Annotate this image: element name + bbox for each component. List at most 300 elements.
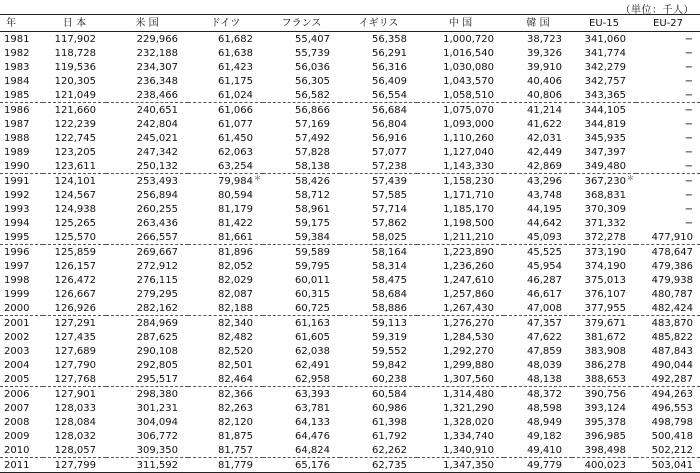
- eu27-cell: [636, 216, 700, 230]
- eu15-cell: [572, 202, 636, 216]
- table-row: [0, 287, 700, 301]
- value: 341,774: [584, 47, 626, 59]
- year-cell: 1982: [4, 47, 30, 59]
- eu15-cell: [572, 46, 636, 60]
- value: 1,307,560: [443, 373, 494, 385]
- uk-cell: [340, 372, 417, 387]
- china-cell: [417, 287, 504, 301]
- uk-cell: [340, 301, 417, 316]
- value: 56,358: [372, 33, 407, 45]
- value: 56,866: [295, 104, 330, 116]
- korea-cell: [504, 32, 572, 47]
- korea-cell: [504, 387, 572, 402]
- value: 1,257,860: [443, 288, 494, 300]
- value: 49,182: [527, 430, 562, 442]
- china-cell: [417, 387, 504, 402]
- value: 127,291: [54, 317, 96, 329]
- value: 1,198,500: [443, 217, 494, 229]
- france-cell: [263, 429, 340, 443]
- france-cell: [263, 88, 340, 103]
- year-cell: 2000: [0, 301, 43, 316]
- value: 60,315: [295, 288, 330, 300]
- usa-cell: [106, 387, 188, 402]
- value: 127,799: [54, 459, 96, 471]
- table-row: [0, 202, 700, 216]
- eu27-cell: [636, 245, 700, 260]
- value: 62,262: [372, 444, 407, 456]
- value: 48,372: [527, 388, 562, 400]
- value: 1,158,230: [443, 175, 494, 187]
- value: −: [684, 132, 693, 144]
- value: 82,263: [218, 402, 253, 414]
- value: −: [684, 33, 693, 45]
- year-cell: 2007: [4, 402, 30, 414]
- germany-cell: [188, 245, 263, 260]
- uk-cell: [340, 415, 417, 429]
- japan-cell: [43, 259, 106, 273]
- value: 61,638: [218, 47, 253, 59]
- japan-cell: [43, 202, 106, 216]
- table-row: [0, 216, 700, 230]
- japan-cell: [43, 88, 106, 103]
- value: 124,567: [54, 189, 96, 201]
- value: 256,894: [136, 189, 178, 201]
- eu15-cell: [572, 401, 636, 415]
- japan-cell: [43, 273, 106, 287]
- col-japan-header: 日 本: [43, 15, 106, 32]
- col-year-header: 年: [0, 15, 43, 32]
- table-row: [0, 330, 700, 344]
- japan-cell: [43, 131, 106, 145]
- value: 503,041: [651, 459, 693, 471]
- china-cell: [417, 301, 504, 316]
- value: 1,276,270: [443, 317, 494, 329]
- value: 379,671: [584, 317, 626, 329]
- eu15-cell: [572, 458, 636, 473]
- eu15-cell: [572, 372, 636, 387]
- china-cell: [417, 159, 504, 174]
- eu27-cell: [636, 372, 700, 387]
- eu15-cell: [572, 301, 636, 316]
- germany-cell: [188, 230, 263, 245]
- china-cell: [417, 202, 504, 216]
- japan-cell: [43, 301, 106, 316]
- germany-cell: [188, 415, 263, 429]
- value: 343,365: [584, 89, 626, 101]
- year-cell: 2006: [4, 388, 30, 400]
- value: 48,039: [527, 359, 562, 371]
- germany-cell: [188, 60, 263, 74]
- uk-cell: [340, 117, 417, 131]
- table-row: [0, 159, 700, 174]
- eu15-cell: [572, 60, 636, 74]
- value: 55,739: [295, 47, 330, 59]
- value: 398,498: [584, 444, 626, 456]
- france-cell: [263, 301, 340, 316]
- korea-cell: [504, 46, 572, 60]
- value: 47,859: [527, 345, 562, 357]
- china-cell: [417, 415, 504, 429]
- value: 63,781: [295, 402, 330, 414]
- value: 39,910: [527, 61, 562, 73]
- value: 482,424: [651, 302, 693, 314]
- china-cell: [417, 88, 504, 103]
- year-cell: 2011: [0, 458, 43, 473]
- france-cell: [263, 458, 340, 473]
- japan-cell: [43, 330, 106, 344]
- value: 309,350: [136, 444, 178, 456]
- value: 377,955: [584, 302, 626, 314]
- value: 119,536: [54, 61, 96, 73]
- footnote-mark: ＊: [254, 174, 261, 182]
- uk-cell: [340, 103, 417, 118]
- value: 121,049: [54, 89, 96, 101]
- germany-cell: [188, 74, 263, 88]
- eu27-cell: [636, 145, 700, 159]
- value: 1,247,610: [443, 274, 494, 286]
- eu27-cell: [636, 401, 700, 415]
- eu27-cell: [636, 32, 700, 47]
- china-cell: [417, 117, 504, 131]
- korea-cell: [504, 60, 572, 74]
- value: 263,436: [136, 217, 178, 229]
- france-cell: [263, 159, 340, 174]
- value: 60,238: [372, 373, 407, 385]
- value: 122,239: [54, 118, 96, 130]
- value: 1,314,480: [443, 388, 494, 400]
- table-row: [0, 245, 700, 260]
- value: 81,757: [218, 444, 253, 456]
- value: 61,175: [218, 75, 253, 87]
- eu15-cell: [572, 230, 636, 245]
- footnote-mark: ＊: [627, 174, 634, 182]
- korea-cell: [504, 216, 572, 230]
- value: 269,667: [136, 246, 178, 258]
- usa-cell: [106, 316, 188, 331]
- value: 260,255: [136, 203, 178, 215]
- uk-cell: [340, 458, 417, 473]
- france-cell: [263, 188, 340, 202]
- col-eu27-header: EU-27: [636, 15, 700, 32]
- germany-cell: [188, 103, 263, 118]
- germany-cell: [188, 301, 263, 316]
- china-cell: [417, 245, 504, 260]
- value: 480,787: [651, 288, 693, 300]
- value: 240,651: [136, 104, 178, 116]
- value: 485,822: [651, 331, 693, 343]
- korea-cell: [504, 316, 572, 331]
- korea-cell: [504, 301, 572, 316]
- value: 128,033: [54, 402, 96, 414]
- value: 342,279: [584, 61, 626, 73]
- value: 345,935: [584, 132, 626, 144]
- value: 82,029: [218, 274, 253, 286]
- uk-cell: [340, 316, 417, 331]
- value: 400,023: [584, 459, 626, 471]
- value: 47,622: [527, 331, 562, 343]
- uk-cell: [340, 188, 417, 202]
- value: 127,901: [54, 388, 96, 400]
- korea-cell: [504, 74, 572, 88]
- japan-cell: [43, 429, 106, 443]
- uk-cell: [340, 174, 417, 189]
- value: 45,525: [527, 246, 562, 258]
- china-cell: [417, 458, 504, 473]
- value: 381,672: [584, 331, 626, 343]
- value: −: [684, 189, 693, 201]
- value: 57,492: [295, 132, 330, 144]
- china-cell: [417, 60, 504, 74]
- value: 57,169: [295, 118, 330, 130]
- germany-cell: [188, 46, 263, 60]
- eu15-cell: [572, 103, 636, 118]
- value: 57,828: [295, 146, 330, 158]
- value: 60,011: [295, 274, 330, 286]
- value: 82,087: [218, 288, 253, 300]
- value: 344,105: [584, 104, 626, 116]
- value: 62,063: [218, 146, 253, 158]
- japan-cell: [43, 117, 106, 131]
- france-cell: [263, 174, 340, 189]
- value: 58,886: [372, 302, 407, 314]
- value: 41,622: [527, 118, 562, 130]
- usa-cell: [106, 103, 188, 118]
- uk-cell: [340, 60, 417, 74]
- france-cell: [263, 372, 340, 387]
- value: 128,084: [54, 416, 96, 428]
- value: 57,439: [372, 175, 407, 187]
- value: 58,314: [372, 260, 407, 272]
- usa-cell: [106, 301, 188, 316]
- china-cell: [417, 103, 504, 118]
- value: 388,653: [584, 373, 626, 385]
- col-eu15-header: EU-15: [572, 15, 636, 32]
- year-cell: 2001: [4, 317, 30, 329]
- value: 395,378: [584, 416, 626, 428]
- value: 128,057: [54, 444, 96, 456]
- value: 46,287: [527, 274, 562, 286]
- uk-cell: [340, 245, 417, 260]
- year-cell: 2005: [0, 372, 43, 387]
- eu15-cell: [572, 273, 636, 287]
- value: 279,295: [136, 288, 178, 300]
- header-row: [0, 15, 700, 32]
- value: 1,043,570: [443, 75, 494, 87]
- value: 56,804: [372, 118, 407, 130]
- uk-cell: [340, 131, 417, 145]
- eu27-cell: [636, 188, 700, 202]
- value: 123,205: [54, 146, 96, 158]
- japan-cell: [43, 145, 106, 159]
- france-cell: [263, 287, 340, 301]
- value: 56,554: [372, 89, 407, 101]
- value: 1,075,070: [443, 104, 494, 116]
- table-row: [0, 145, 700, 159]
- value: 124,101: [54, 175, 96, 187]
- uk-cell: [340, 429, 417, 443]
- usa-cell: [106, 74, 188, 88]
- eu15-cell: [572, 131, 636, 145]
- value: 238,466: [136, 89, 178, 101]
- france-cell: [263, 387, 340, 402]
- france-cell: [263, 145, 340, 159]
- value: 126,667: [54, 288, 96, 300]
- china-cell: [417, 344, 504, 358]
- value: 229,966: [136, 33, 178, 45]
- year-cell: 1999: [4, 288, 30, 300]
- value: 1,299,880: [443, 359, 494, 371]
- value: 304,094: [136, 416, 178, 428]
- table-row: [0, 46, 700, 60]
- korea-cell: [504, 259, 572, 273]
- france-cell: [263, 103, 340, 118]
- japan-cell: [43, 60, 106, 74]
- value: 127,790: [54, 359, 96, 371]
- value: 1,110,260: [443, 132, 494, 144]
- china-cell: [417, 74, 504, 88]
- value: 56,036: [295, 61, 330, 73]
- eu27-cell: [636, 88, 700, 103]
- col-uk-header: イギリス: [340, 15, 417, 32]
- japan-cell: [43, 316, 106, 331]
- table-row: [0, 60, 700, 74]
- value: 298,380: [136, 388, 178, 400]
- uk-cell: [340, 330, 417, 344]
- table-row: [0, 174, 700, 189]
- eu15-cell: [572, 316, 636, 331]
- value: 56,684: [372, 104, 407, 116]
- germany-cell: [188, 316, 263, 331]
- eu27-cell: [636, 230, 700, 245]
- year-cell: 2003: [4, 345, 30, 357]
- value: 40,806: [527, 89, 562, 101]
- value: −: [684, 175, 693, 187]
- eu27-cell: [636, 301, 700, 316]
- china-cell: [417, 174, 504, 189]
- value: 58,712: [295, 189, 330, 201]
- year-cell: 1998: [4, 274, 30, 286]
- value: 295,517: [136, 373, 178, 385]
- table-row: [0, 259, 700, 273]
- germany-cell: [188, 32, 263, 47]
- value: −: [684, 146, 693, 158]
- germany-cell: [188, 117, 263, 131]
- korea-cell: [504, 401, 572, 415]
- germany-cell: [188, 174, 263, 189]
- value: −: [684, 160, 693, 172]
- eu27-cell: [636, 287, 700, 301]
- korea-cell: [504, 103, 572, 118]
- value: 284,969: [136, 317, 178, 329]
- usa-cell: [106, 443, 188, 458]
- value: 393,124: [584, 402, 626, 414]
- value: 81,179: [218, 203, 253, 215]
- japan-cell: [43, 245, 106, 260]
- china-cell: [417, 358, 504, 372]
- value: 60,725: [295, 302, 330, 314]
- eu27-cell: [636, 344, 700, 358]
- japan-cell: [43, 458, 106, 473]
- eu15-cell: [572, 259, 636, 273]
- japan-cell: [43, 387, 106, 402]
- value: 57,714: [372, 203, 407, 215]
- year-cell: 1983: [4, 61, 30, 73]
- usa-cell: [106, 230, 188, 245]
- year-cell: 1984: [4, 75, 30, 87]
- germany-cell: [188, 88, 263, 103]
- japan-cell: [43, 46, 106, 60]
- japan-cell: [43, 230, 106, 245]
- uk-cell: [340, 74, 417, 88]
- value: 62,958: [295, 373, 330, 385]
- france-cell: [263, 74, 340, 88]
- eu15-cell: [572, 117, 636, 131]
- germany-cell: [188, 188, 263, 202]
- value: 126,472: [54, 274, 96, 286]
- table-row: [0, 358, 700, 372]
- value: 58,138: [295, 160, 330, 172]
- value: 1,058,510: [443, 89, 494, 101]
- korea-cell: [504, 117, 572, 131]
- value: 82,520: [218, 345, 253, 357]
- value: 477,910: [651, 231, 693, 243]
- value: 478,647: [651, 246, 693, 258]
- korea-cell: [504, 344, 572, 358]
- value: 1,000,720: [443, 33, 494, 45]
- value: 247,342: [136, 146, 178, 158]
- value: 64,133: [295, 416, 330, 428]
- value: 43,296: [527, 175, 562, 187]
- value: 232,188: [136, 47, 178, 59]
- value: 38,723: [527, 33, 562, 45]
- germany-cell: [188, 387, 263, 402]
- value: 57,585: [372, 189, 407, 201]
- korea-cell: [504, 273, 572, 287]
- table-row: [0, 273, 700, 287]
- value: 48,138: [527, 373, 562, 385]
- usa-cell: [106, 344, 188, 358]
- year-cell: 2002: [4, 331, 30, 343]
- year-cell: 1985: [0, 88, 43, 103]
- japan-cell: [43, 443, 106, 458]
- eu15-cell: [572, 74, 636, 88]
- value: 245,021: [136, 132, 178, 144]
- eu27-cell: [636, 415, 700, 429]
- uk-cell: [340, 287, 417, 301]
- eu15-cell: [572, 387, 636, 402]
- france-cell: [263, 344, 340, 358]
- value: 1,328,020: [443, 416, 494, 428]
- year-cell: 2008: [4, 416, 30, 428]
- value: 342,757: [584, 75, 626, 87]
- germany-cell: [188, 344, 263, 358]
- germany-cell: [188, 273, 263, 287]
- value: 487,843: [651, 345, 693, 357]
- value: 81,661: [218, 231, 253, 243]
- value: 372,278: [584, 231, 626, 243]
- table-row: [0, 372, 700, 387]
- value: 344,819: [584, 118, 626, 130]
- china-cell: [417, 216, 504, 230]
- value: 1,340,910: [443, 444, 494, 456]
- value: 63,254: [218, 160, 253, 172]
- value: 59,552: [372, 345, 407, 357]
- korea-cell: [504, 429, 572, 443]
- value: 1,143,330: [443, 160, 494, 172]
- france-cell: [263, 202, 340, 216]
- eu27-cell: [636, 117, 700, 131]
- value: 1,347,350: [443, 459, 494, 471]
